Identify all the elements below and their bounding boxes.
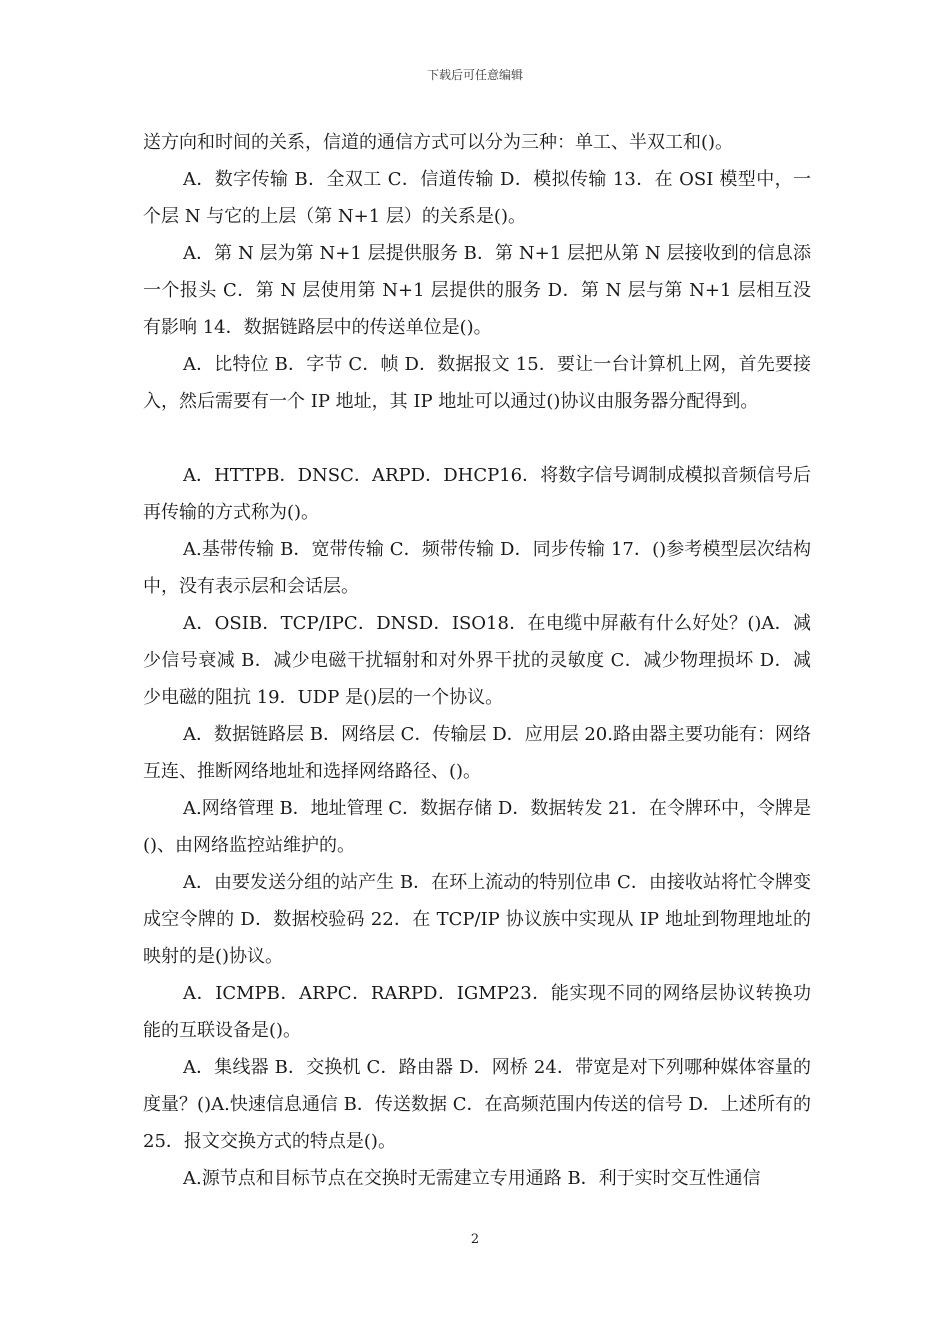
paragraph-q21-options-q22: A．由要发送分组的站产生 B．在环上流动的特别位串 C．由接收站将忙令牌变成空令牌的 D．数据校验码 22．在 TCP/IP 协议族中实现从 IP 地址到物理地址的映射的是()协议。 (143, 872, 811, 967)
paragraph-q19-options-q20: A．数据链路层 B．网络层 C．传输层 D．应用层 20.路由器主要功能有：网络互连、推断网络地址和选择网络路径、()。 (143, 724, 811, 782)
paragraph-continuation: 送方向和时间的关系，信道的通信方式可以分为三种：单工、半双工和()。 (143, 132, 734, 153)
page-number: 2 (470, 1232, 480, 1247)
paragraph-q16-options-q17: A.基带传输 B．宽带传输 C．频带传输 D．同步传输 17．()参考模型层次结构中，没有表示层和会话层。 (143, 539, 811, 597)
paragraph-q22-options-q23: A．ICMPB．ARPC．RARPD．IGMP23．能实现不同的网络层协议转换功能的互联设备是()。 (143, 983, 811, 1041)
document-body (143, 124, 811, 1197)
paragraph-q20-options-q21: A.网络管理 B．地址管理 C．数据存储 D．数据转发 21．在令牌环中，令牌是()、由网络监控站维护的。 (143, 798, 811, 856)
paragraph-q15-options-q16: A．HTTPB．DNSC．ARPD．DHCP16．将数字信号调制成模拟音频信号后再传输的方式称为()。 (143, 465, 811, 523)
page-header: 下载后可任意编辑 (426, 68, 523, 82)
paragraph-q14-options-q15: A．比特位 B．字节 C．帧 D．数据报文 15．要让一台计算机上网，首先要接入，然后需要有一个 IP 地址，其 IP 地址可以通过()协议由服务器分配得到。 (143, 354, 811, 412)
paragraph-q23-options-q24-q25: A．集线器 B．交换机 C．路由器 D．网桥 24．带宽是对下列哪种媒体容量的度量？()A.快速信息通信 B．传送数据 C．在高频范围内传送的信号 D．上述所有的 25．报文交换方式的特点是()。 (143, 1057, 811, 1152)
paragraph-q13-options-q14: A．第 N 层为第 N+1 层提供服务 B．第 N+1 层把从第 N 层接收到的信息添一个报头 C．第 N 层使用第 N+1 层提供的服务 D．第 N 层与第 N+1 层相互没有影响 14．数据链路层中的传送单位是()。 (143, 243, 811, 338)
paragraph-q17-options-q18-q19: A．OSIB．TCP/IPC．DNSD．ISO18．在电缆中屏蔽有什么好处？()A．减少信号衰减 B．减少电磁干扰辐射和对外界干扰的灵敏度 C．减少物理损坏 D．减少电磁的阻抗 19．UDP 是()层的一个协议。 (143, 613, 811, 708)
paragraph-q25-options: A.源节点和目标节点在交换时无需建立专用通路 B．利于实时交互性通信 (183, 1168, 761, 1189)
paragraph-q12-options-q13: A．数字传输 B．全双工 C．信道传输 D．模拟传输 13．在 OSI 模型中，一个层 N 与它的上层（第 N+1 层）的关系是()。 (143, 169, 811, 227)
